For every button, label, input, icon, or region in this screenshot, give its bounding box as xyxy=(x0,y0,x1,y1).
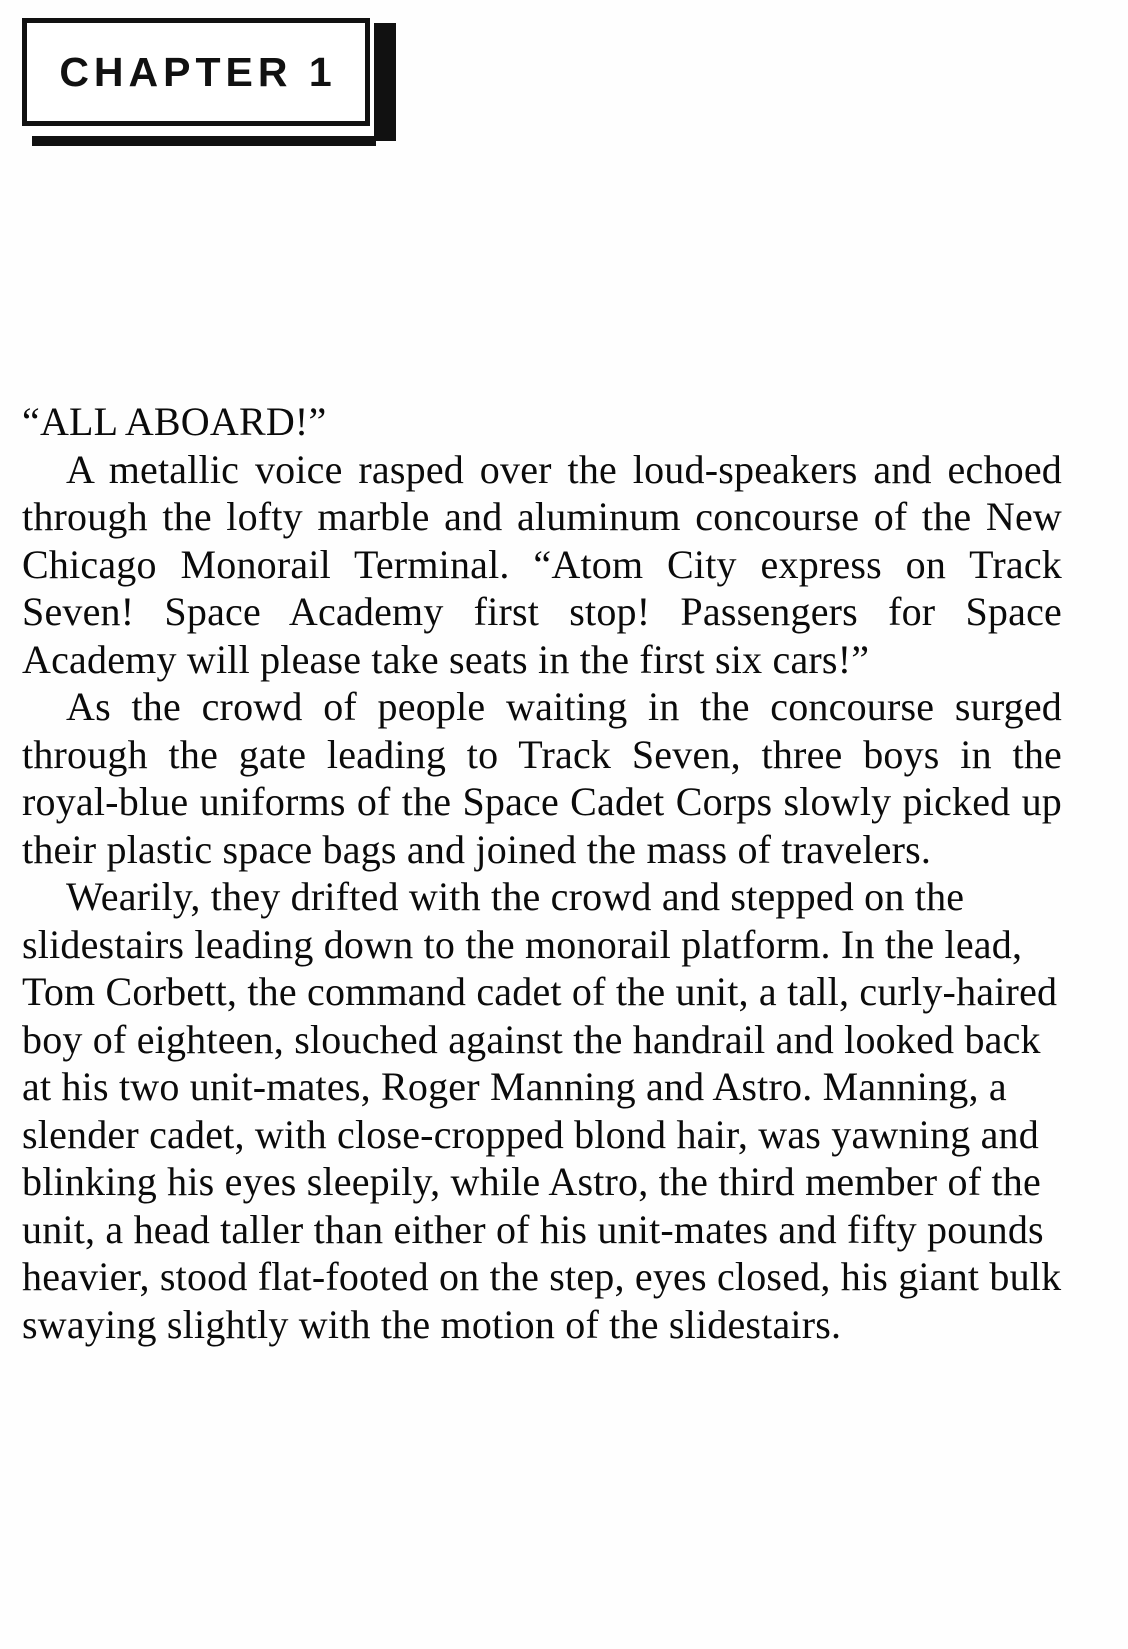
body-text xyxy=(22,398,1062,1348)
paragraph: A metallic voice rasped over the loud-speakers and echoed through the lofty marble and aluminum concourse of the New Chicago Monorail Terminal. “Atom City express on Track Seven! Space Academy first stop! Passengers for Space Academy will please take seats in the first six cars!” xyxy=(22,446,1062,682)
chapter-heading-bar xyxy=(374,23,396,141)
paragraph: Wearily, they drifted with the crowd and stepped on the slidestairs leading down to the monorail platform. In the lead, Tom Corbett, the command cadet of the unit, a tall, curly-haired boy of eighteen, slouched against the handrail and looked back at his two unit-mates, Roger Manning and Astro. Manning, a slender cadet, with close-cropped blond hair, was yawning and blinking his eyes sleepily, while Astro, the third member of the unit, a head taller than either of his unit-mates and fifty pounds heavier, stood flat-footed on the step, eyes closed, his giant bulk swaying slightly with the motion of the slidestairs. xyxy=(22,874,1062,1347)
chapter-heading-shadow xyxy=(32,136,376,146)
paragraph: “ALL ABOARD!” xyxy=(22,399,327,444)
chapter-heading-block xyxy=(22,18,388,140)
paragraph: As the crowd of people waiting in the concourse surged through the gate leading to Track Seven, three boys in the royal-blue uniforms of the Space Cadet Corps slowly picked up their plastic space bags and joined the mass of travelers. xyxy=(22,684,1062,872)
chapter-heading-text: CHAPTER 1 xyxy=(59,48,337,95)
